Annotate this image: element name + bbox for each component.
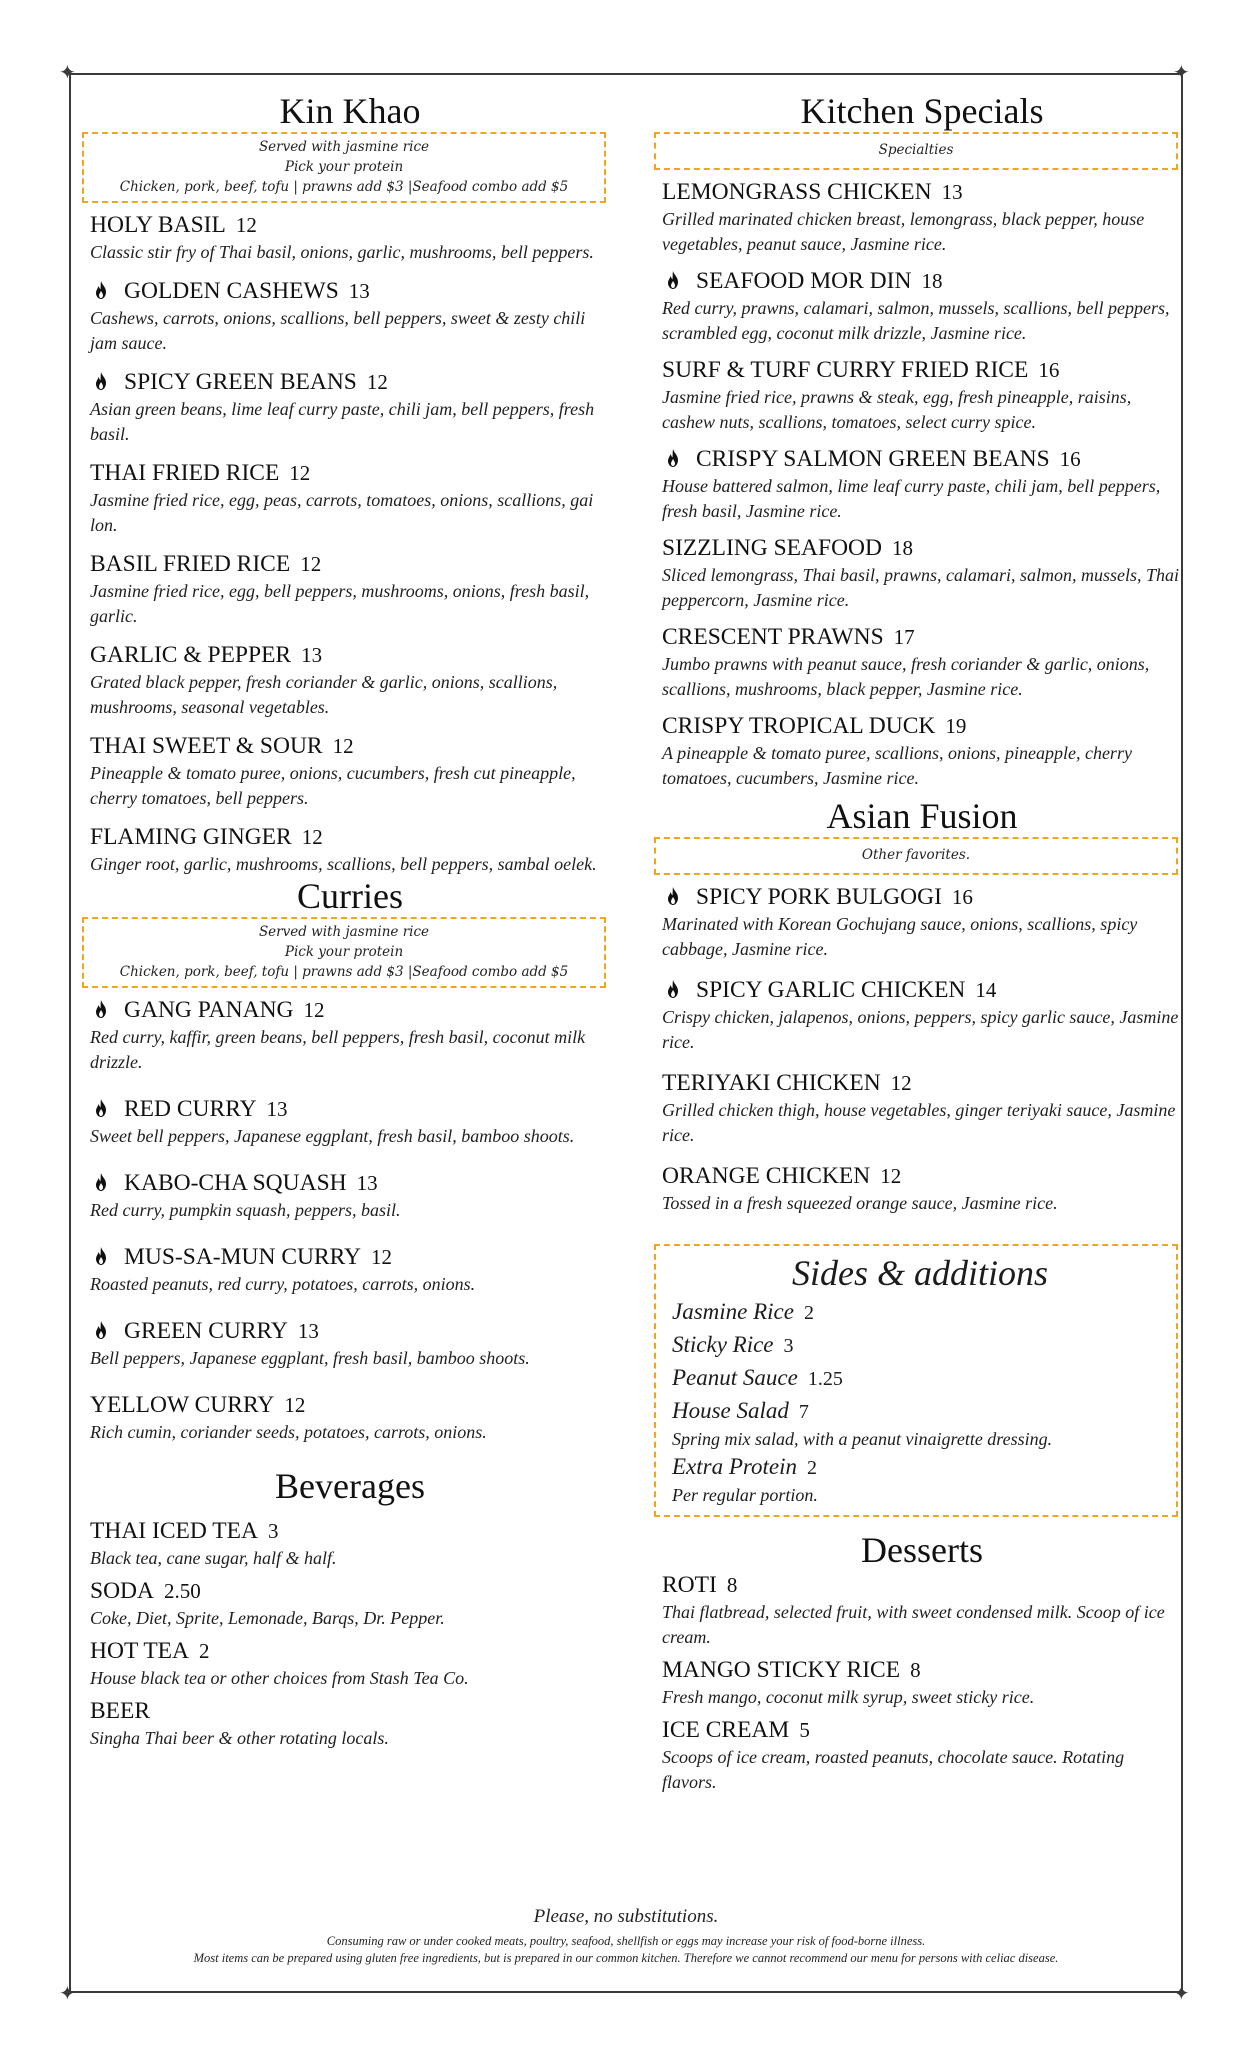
menu-item-header (90, 1391, 610, 1419)
menu-item-price: 2.50 (163, 1579, 201, 1603)
menu-item (90, 1095, 610, 1149)
menu-item-price: 12 (289, 461, 311, 485)
menu-item-description: Red curry, kaffir, green beans, bell peppers, fresh basil, coconut milk drizzle. (90, 1027, 586, 1072)
menu-item-header (662, 1656, 1182, 1684)
menu-item-name: SEAFOOD MOR DIN (696, 268, 912, 294)
side-item (672, 1362, 1168, 1395)
menu-item (662, 178, 1182, 257)
menu-item (662, 356, 1182, 435)
menu-item-description: Marinated with Korean Gochujang sauce, onions, scallions, spicy cabbage, Jasmine rice. (662, 914, 1138, 959)
menu-item-header (90, 1577, 610, 1605)
menu-item-name: GOLDEN CASHEWS (124, 278, 339, 304)
side-item-price: 1.25 (807, 1368, 843, 1390)
menu-item-name: CRISPY TROPICAL DUCK (662, 713, 936, 739)
section-note (82, 917, 606, 988)
menu-item-header (90, 1169, 610, 1197)
section-curries (90, 875, 610, 1445)
menu-item-price: 12 (332, 734, 354, 758)
side-item-name: Peanut Sauce (672, 1365, 798, 1390)
side-item-name: Sticky Rice (672, 1332, 774, 1357)
side-item-name: Extra Protein (672, 1454, 797, 1479)
menu-item-description: Classic stir fry of Thai basil, onions, garlic, mushrooms, bell peppers. (90, 242, 594, 262)
side-item-description: Spring mix salad, with a peanut vinaigrette dressing. (672, 1429, 1053, 1449)
menu-item-name: ICE CREAM (662, 1717, 790, 1743)
section-title: Kin Khao (279, 91, 421, 131)
side-item (672, 1451, 1168, 1484)
menu-item-header (90, 1697, 610, 1725)
sides-box (654, 1244, 1178, 1517)
menu-item-description: Black tea, cane sugar, half & half. (90, 1548, 337, 1568)
menu-item (662, 1571, 1182, 1650)
menu-item (90, 732, 610, 811)
side-item (672, 1296, 1168, 1329)
note-line: Served with jasmine rice (258, 139, 430, 155)
menu-item (90, 1317, 610, 1371)
menu-item (90, 1391, 610, 1445)
menu-item-header (662, 976, 1182, 1004)
menu-item-name: SURF & TURF CURRY FRIED RICE (662, 357, 1029, 383)
menu-item-description: Jasmine fried rice, egg, peas, carrots, tomatoes, onions, scallions, gai lon. (90, 490, 594, 535)
menu-item-description: Grilled marinated chicken breast, lemongrass, black pepper, house vegetables, peanut sauce, Jasmine rice. (662, 209, 1145, 254)
menu-item-name: SPICY GARLIC CHICKEN (696, 977, 966, 1003)
menu-item-price: 2 (199, 1639, 210, 1663)
right-column (662, 90, 1182, 1801)
menu-item (662, 1162, 1182, 1216)
menu-item-name: GARLIC & PEPPER (90, 642, 292, 668)
menu-item-description: Asian green beans, lime leaf curry paste, chili jam, bell peppers, fresh basil. (90, 399, 595, 444)
side-item-price: 2 (806, 1457, 817, 1479)
flame-icon (94, 1099, 110, 1119)
section-kitchen-specials (662, 90, 1182, 791)
section-title: Asian Fusion (826, 796, 1018, 836)
menu-item-price: 12 (300, 552, 322, 576)
menu-item-name: RED CURRY (124, 1096, 257, 1122)
menu-item (662, 267, 1182, 346)
menu-item-description: Sliced lemongrass, Thai basil, prawns, calamari, salmon, mussels, Thai peppercorn, Jasmine rice. (662, 565, 1180, 610)
section-note (82, 132, 606, 203)
menu-item (90, 277, 610, 356)
section-title: Sides & additions (791, 1253, 1048, 1293)
menu-item-description: House black tea or other choices from Stash Tea Co. (90, 1668, 469, 1688)
menu-item-name: THAI FRIED RICE (90, 460, 280, 486)
flame-icon (94, 281, 110, 301)
menu-item-header (90, 550, 610, 578)
menu-item-name: CRESCENT PRAWNS (662, 624, 884, 650)
menu-item-name: GANG PANANG (124, 997, 294, 1023)
menu-item-description: Grilled chicken thigh, house vegetables, ginger teriyaki sauce, Jasmine rice. (662, 1100, 1176, 1145)
menu-item-name: FLAMING GINGER (90, 824, 292, 850)
menu-item-description: Scoops of ice cream, roasted peanuts, chocolate sauce. Rotating flavors. (662, 1747, 1125, 1792)
menu-item-price: 13 (941, 180, 963, 204)
section-title: Desserts (861, 1530, 983, 1570)
menu-item (662, 623, 1182, 702)
footer-disclaimer: Most items can be prepared using gluten free ingredients, but is prepared in our common kitchen. Therefore we cannot recommend our menu for persons with celiac disease. (193, 1951, 1059, 1965)
menu-item-price: 8 (726, 1573, 738, 1597)
section-title: Curries (297, 876, 403, 916)
menu-item-description: Thai flatbread, selected fruit, with sweet condensed milk. Scoop of ice cream. (662, 1602, 1165, 1647)
menu-item-header (90, 823, 610, 851)
menu-item-price: 12 (301, 825, 323, 849)
note-line: Served with jasmine rice (258, 924, 430, 940)
menu-item-name: ORANGE CHICKEN (662, 1163, 871, 1189)
menu-item-header (662, 1069, 1182, 1097)
menu-item-header (90, 368, 610, 396)
note-line: Other favorites. (861, 847, 971, 863)
menu-item-price: 18 (891, 536, 913, 560)
menu-item-header (662, 356, 1182, 384)
menu-item-header (662, 712, 1182, 740)
menu-item (662, 534, 1182, 613)
side-item (672, 1395, 1168, 1428)
menu-item-header (90, 1637, 610, 1665)
menu-item (90, 1169, 610, 1223)
menu-item-description: Cashews, carrots, onions, scallions, bell peppers, sweet & zesty chili jam sauce. (90, 308, 586, 353)
menu-item-name: THAI SWEET & SOUR (90, 733, 323, 759)
menu-item-header (662, 1162, 1182, 1190)
side-item (672, 1329, 1168, 1362)
menu-item-header (662, 178, 1182, 206)
footer-disclaimer: Consuming raw or under cooked meats, poultry, seafood, shellfish or eggs may increase your risk of food-borne illness. (326, 1934, 926, 1948)
menu-item (662, 883, 1182, 962)
side-item-name: Jasmine Rice (672, 1299, 794, 1324)
menu-item-price: 12 (366, 370, 388, 394)
menu-item (90, 1577, 610, 1631)
menu-item-header (662, 883, 1182, 911)
menu-item-name: BASIL FRIED RICE (90, 551, 291, 577)
menu-item (90, 641, 610, 720)
menu-item-header (90, 277, 610, 305)
menu-item-price: 12 (235, 213, 257, 237)
side-item-price: 7 (798, 1401, 809, 1423)
menu-item-price: 12 (371, 1245, 393, 1269)
menu-item-description: Bell peppers, Japanese eggplant, fresh basil, bamboo shoots. (90, 1348, 530, 1368)
menu-item-description: Jasmine fried rice, egg, bell peppers, mushrooms, onions, fresh basil, garlic. (90, 581, 590, 626)
menu-item (90, 459, 610, 538)
menu-item-description: Sweet bell peppers, Japanese eggplant, fresh basil, bamboo shoots. (90, 1126, 575, 1146)
menu-item-description: A pineapple & tomato puree, scallions, onions, pineapple, cherry tomatoes, cucumbers, Jasmine rice. (662, 743, 1132, 788)
menu-item-price: 16 (1038, 358, 1060, 382)
menu-item-description: Fresh mango, coconut milk syrup, sweet sticky rice. (662, 1687, 1035, 1707)
menu-item-name: HOT TEA (90, 1638, 190, 1664)
menu-item (662, 1069, 1182, 1148)
menu-item-description: Jasmine fried rice, prawns & steak, egg, fresh pineapple, raisins, cashew nuts, scallions, tomatoes, select curry spice. (662, 387, 1132, 432)
flame-icon (94, 372, 110, 392)
flame-icon (94, 1321, 110, 1341)
menu-item-header (90, 732, 610, 760)
menu-item (90, 996, 610, 1075)
menu-item-header (662, 623, 1182, 651)
menu-item (662, 1656, 1182, 1710)
section-beverages (90, 1465, 610, 1751)
corner-ornament-icon: ✦ (59, 1981, 76, 2005)
section-kin-khao (90, 90, 610, 877)
menu-item-price: 8 (910, 1658, 921, 1682)
menu-item-name: HOLY BASIL (90, 212, 226, 238)
menu-item-description: Grated black pepper, fresh coriander & garlic, onions, scallions, mushrooms, seasonal vegetables. (90, 672, 558, 717)
section-title: Kitchen Specials (800, 91, 1044, 131)
menu-item-name: SODA (90, 1578, 154, 1604)
menu-item-name: MANGO STICKY RICE (662, 1657, 901, 1683)
menu-item-description: Roasted peanuts, red curry, potatoes, carrots, onions. (90, 1274, 476, 1294)
menu-item-price: 12 (880, 1164, 902, 1188)
menu-item-header (662, 1716, 1182, 1744)
menu-item-description: Red curry, pumpkin squash, peppers, basil. (90, 1200, 401, 1220)
menu-item-price: 3 (267, 1519, 279, 1543)
menu-item-name: SIZZLING SEAFOOD (662, 535, 882, 561)
menu-item-name: GREEN CURRY (124, 1318, 288, 1344)
menu-item-header (662, 445, 1182, 473)
menu-item-price: 17 (893, 625, 915, 649)
side-item-name: House Salad (672, 1398, 789, 1423)
menu-item-header (90, 1095, 610, 1123)
menu-item-price: 16 (951, 885, 973, 909)
note-line: Specialties (878, 142, 954, 158)
note-line: Pick your protein (284, 159, 404, 175)
menu-item-price: 12 (890, 1071, 912, 1095)
menu-item-price: 5 (799, 1718, 810, 1742)
menu-item (90, 368, 610, 447)
menu-item-price: 12 (284, 1393, 306, 1417)
flame-icon (666, 980, 682, 1000)
corner-ornament-icon: ✦ (1173, 60, 1190, 84)
menu-item-header (90, 996, 610, 1024)
side-item-price: 3 (783, 1335, 794, 1357)
menu-item (662, 976, 1182, 1055)
menu-item-name: LEMONGRASS CHICKEN (662, 179, 932, 205)
menu-item-price: 13 (356, 1171, 378, 1195)
menu-item-description: Rich cumin, coriander seeds, potatoes, carrots, onions. (90, 1422, 487, 1442)
menu-item (90, 1697, 610, 1751)
note-line: Pick your protein (284, 944, 404, 960)
side-item-description: Per regular portion. (672, 1485, 818, 1505)
note-line: Chicken, pork, beef, tofu | prawns add $3 |Seafood combo add $5 (119, 179, 569, 195)
menu-item-header (662, 1571, 1182, 1599)
flame-icon (666, 887, 682, 907)
section-note (654, 132, 1178, 170)
menu-item-header (90, 211, 610, 239)
menu-item-header (90, 459, 610, 487)
section-asian-fusion (662, 795, 1182, 1216)
menu-item-description: Pineapple & tomato puree, onions, cucumbers, fresh cut pineapple, cherry tomatoes, bell peppers. (90, 763, 576, 808)
side-item-price: 2 (803, 1302, 814, 1324)
menu-item (90, 550, 610, 629)
menu-item (662, 445, 1182, 524)
menu-item-description: Ginger root, garlic, mushrooms, scallions, bell peppers, sambal oelek. (90, 854, 597, 874)
menu-item-description: Red curry, prawns, calamari, salmon, mussels, scallions, bell peppers, scrambled egg, coconut milk drizzle, Jasmine rice. (662, 298, 1170, 343)
flame-icon (94, 1000, 110, 1020)
section-title: Beverages (275, 1466, 425, 1506)
menu-item-name: THAI ICED TEA (90, 1518, 258, 1544)
menu-item-name: SPICY PORK BULGOGI (696, 884, 942, 910)
menu-item-description: Singha Thai beer & other rotating locals. (90, 1728, 389, 1748)
flame-icon (666, 449, 682, 469)
menu-item-price: 13 (266, 1097, 288, 1121)
flame-icon (666, 271, 682, 291)
menu-item-price: 18 (921, 269, 943, 293)
menu-item (90, 1243, 610, 1297)
footer-note: Please, no substitutions. (533, 1906, 719, 1927)
menu-item-price: 14 (975, 978, 997, 1002)
section-sides (662, 1244, 1182, 1517)
menu-item-name: BEER (90, 1698, 151, 1724)
menu-item-price: 13 (348, 279, 370, 303)
corner-ornament-icon: ✦ (1173, 1981, 1190, 2005)
menu-item-header (90, 1243, 610, 1271)
menu-item (90, 1517, 610, 1571)
menu-item-price: 19 (945, 714, 967, 738)
menu-item-price: 13 (297, 1319, 319, 1343)
menu-item (662, 1716, 1182, 1795)
menu-item-price: 13 (301, 643, 323, 667)
menu-item-header (90, 1517, 610, 1545)
menu-item-name: KABO-CHA SQUASH (124, 1170, 347, 1196)
menu-item-header (90, 1317, 610, 1345)
note-line: Chicken, pork, beef, tofu | prawns add $3 |Seafood combo add $5 (119, 964, 569, 980)
menu-item-name: ROTI (662, 1572, 717, 1598)
menu-item (90, 211, 610, 265)
menu-item-description: Jumbo prawns with peanut sauce, fresh coriander & garlic, onions, scallions, mushrooms, black pepper, Jasmine rice. (662, 654, 1150, 699)
menu-item-header (662, 267, 1182, 295)
menu-item-header (662, 534, 1182, 562)
menu-item-price: 12 (303, 998, 325, 1022)
menu-item-description: Crispy chicken, jalapenos, onions, peppers, spicy garlic sauce, Jasmine rice. (662, 1007, 1179, 1052)
section-note (654, 837, 1178, 875)
menu-item-description: Coke, Diet, Sprite, Lemonade, Barqs, Dr. Pepper. (90, 1608, 445, 1628)
flame-icon (94, 1247, 110, 1267)
menu-item-header (90, 641, 610, 669)
flame-icon (94, 1173, 110, 1193)
menu-item (662, 712, 1182, 791)
left-column (90, 90, 610, 1757)
menu-item-name: CRISPY SALMON GREEN BEANS (696, 446, 1050, 472)
menu-item-name: MUS-SA-MUN CURRY (124, 1244, 362, 1270)
menu-item (90, 1637, 610, 1691)
sides-list (672, 1296, 1168, 1507)
section-desserts (662, 1529, 1182, 1795)
menu-item-description: Tossed in a fresh squeezed orange sauce, Jasmine rice. (662, 1193, 1058, 1213)
corner-ornament-icon: ✦ (59, 60, 76, 84)
menu-item-name: SPICY GREEN BEANS (124, 369, 357, 395)
menu-item-name: YELLOW CURRY (90, 1392, 275, 1418)
menu-item-price: 16 (1059, 447, 1081, 471)
menu-item-description: House battered salmon, lime leaf curry paste, chili jam, bell peppers, fresh basil, Jasmine rice. (662, 476, 1161, 521)
menu-item-name: TERIYAKI CHICKEN (662, 1070, 881, 1096)
menu-item (90, 823, 610, 877)
